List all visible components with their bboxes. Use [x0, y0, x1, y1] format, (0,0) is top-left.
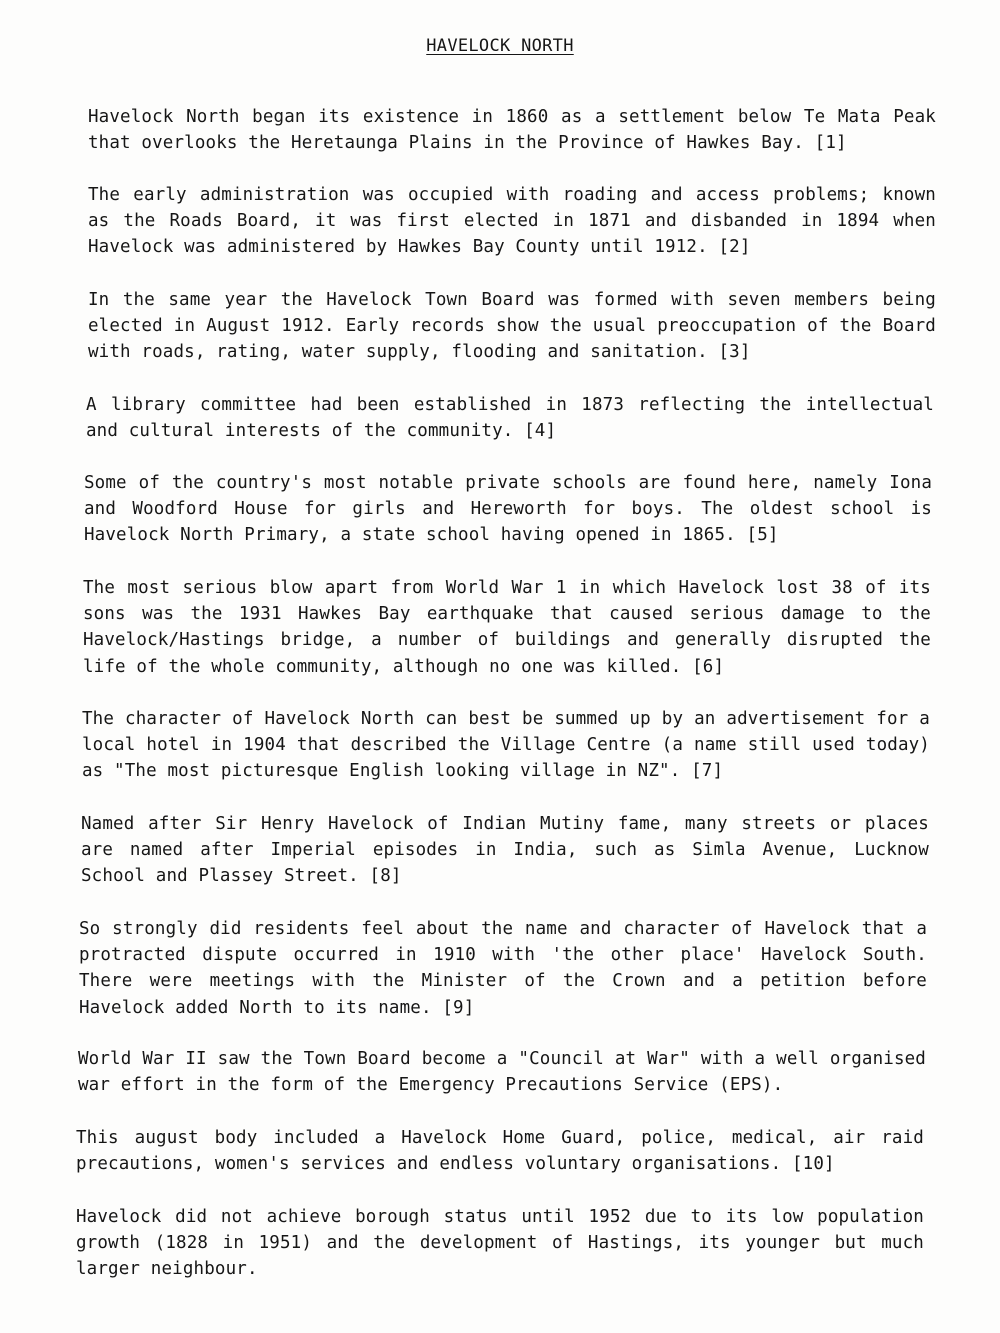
page-title-text: HAVELOCK NORTH [426, 36, 574, 56]
paragraph-6: The most serious blow apart from World War 1 in which Havelock lost 38 of its sons was the 1931 Hawkes Bay earthquake that caused serious damage to the Havelock/Hastings bridge, a number of buildings and generally disrupted the life of the whole community, although no one was killed. [6] [83, 578, 931, 677]
paragraph-10: World War II saw the Town Board become a "Council at War" with a well organised war effort in the form of the Emergency Precautions Service (EPS). [78, 1049, 926, 1096]
paragraph-7: The character of Havelock North can best be summed up by an advertisement for a local hotel in 1904 that described the Village Centre (a name still used today) as "The most picturesque English looking village in NZ". [7] [82, 709, 930, 782]
paragraph-4: A library committee had been established in 1873 reflecting the intellectual and cultural interests of the community. [4] [86, 395, 934, 442]
paragraph-12: Havelock did not achieve borough status until 1952 due to its low population growth (1828 in 1951) and the development of Hastings, its younger but much larger neighbour. [76, 1207, 924, 1280]
paragraph-9: So strongly did residents feel about the name and character of Havelock that a protracted dispute occurred in 1910 with 'the other place' Havelock South. There were meetings with the Minister of the Crown and a petition before Havelock added North to its name. [9] [79, 919, 927, 1018]
page-title [0, 36, 1000, 56]
paragraph-3: In the same year the Havelock Town Board was formed with seven members being elected in August 1912. Early records show the usual preoccupation of the Board with roads, rating, water supply, flooding and sanitation. [3] [88, 290, 936, 363]
paragraph-1: Havelock North began its existence in 1860 as a settlement below Te Mata Peak that overlooks the Heretaunga Plains in the Province of Hawkes Bay. [1] [88, 107, 936, 154]
paragraph-8: Named after Sir Henry Havelock of Indian Mutiny fame, many streets or places are named after Imperial episodes in India, such as Simla Avenue, Lucknow School and Plassey Street. [8] [81, 814, 929, 887]
paragraph-5: Some of the country's most notable private schools are found here, namely Iona and Woodford House for girls and Hereworth for boys. The oldest school is Havelock North Primary, a state school having opened in 1865. [5] [84, 473, 932, 546]
paragraph-2: The early administration was occupied with roading and access problems; known as the Roads Board, it was first elected in 1871 and disbanded in 1894 when Havelock was administered by Hawkes Bay County until 1912. [2] [88, 185, 936, 258]
paragraph-11: This august body included a Havelock Home Guard, police, medical, air raid precautions, women's services and endless voluntary organisations. [10] [76, 1128, 924, 1175]
